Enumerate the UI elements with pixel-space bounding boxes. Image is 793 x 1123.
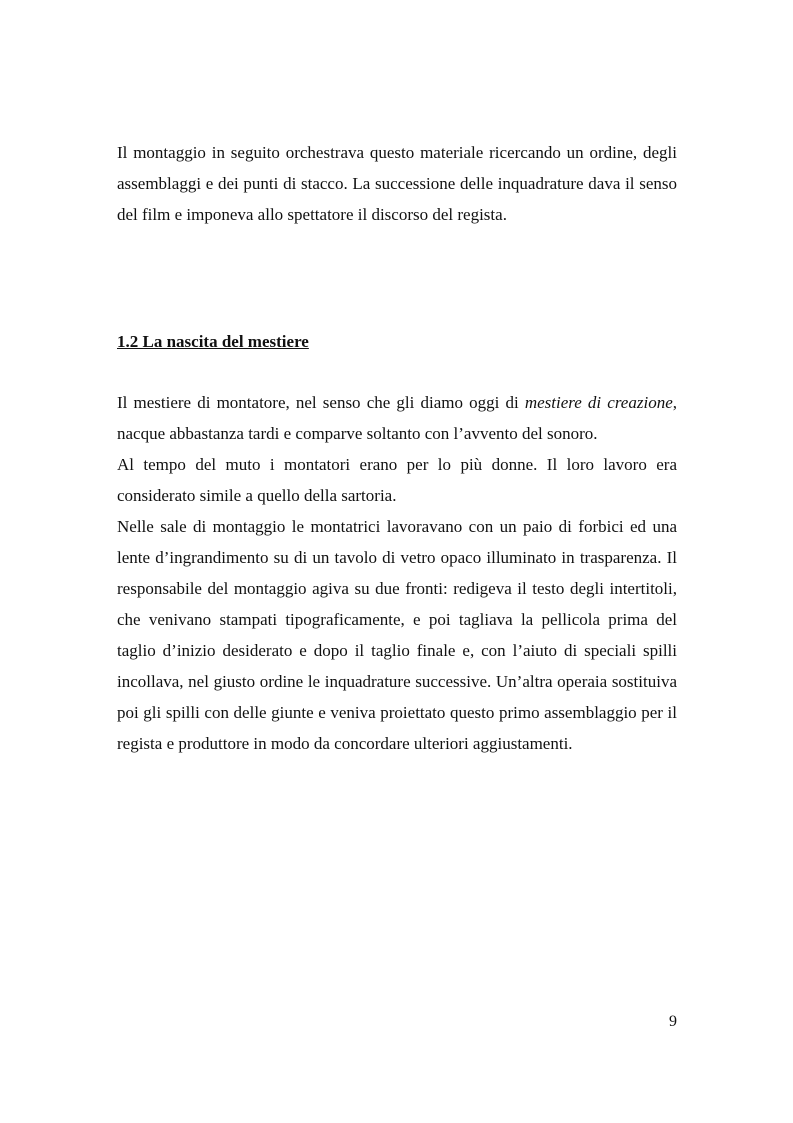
intro-paragraph-text: Il montaggio in seguito orchestrava questo materiale ricercando un ordine, degli assemblaggi e dei punti di stacco. La successione delle inquadrature dava il senso del film e imponeva allo spettatore il discorso del regista. bbox=[117, 143, 677, 224]
document-page bbox=[117, 0, 677, 1123]
body-paragraph-1-lead: Il mestiere di montatore, nel senso che gli diamo oggi di bbox=[117, 393, 525, 412]
body-paragraph-1-italic: mestiere di creazione bbox=[524, 393, 673, 412]
body-paragraph-2: Al tempo del muto i montatori erano per lo più donne. Il loro lavoro era considerato simile a quello della sartoria. bbox=[117, 455, 677, 505]
body-paragraph-3: Nelle sale di montaggio le montatrici lavoravano con un paio di forbici ed una lente d’ingrandimento su di un tavolo di vetro opaco illuminato in trasparenza. Il responsabile del montaggio agiva su due fronti: redigeva il testo degli intertitoli, che venivano stampati tipograficamente, e poi tagliava la pellicola prima del taglio d’inizio desiderato e dopo il taglio finale e, con l’aiuto di speciali spilli incollava, nel giusto ordine le inquadrature successive. Un’altra operaia sostituiva poi gli spilli con delle giunte e veniva proiettato questo primo assemblaggio per il regista e produttore in modo da concordare ulteriori aggiustamenti. bbox=[117, 517, 677, 753]
body-paragraph-1-tail: , nacque abbastanza tardi e comparve soltanto con l’avvento del sonoro. bbox=[117, 393, 677, 443]
page-number: 9 bbox=[669, 1013, 677, 1030]
intro-paragraph bbox=[117, 137, 677, 230]
section-heading: 1.2 La nascita del mestiere bbox=[117, 332, 309, 351]
section-body bbox=[117, 387, 677, 759]
body-paragraph-1 bbox=[117, 387, 677, 449]
